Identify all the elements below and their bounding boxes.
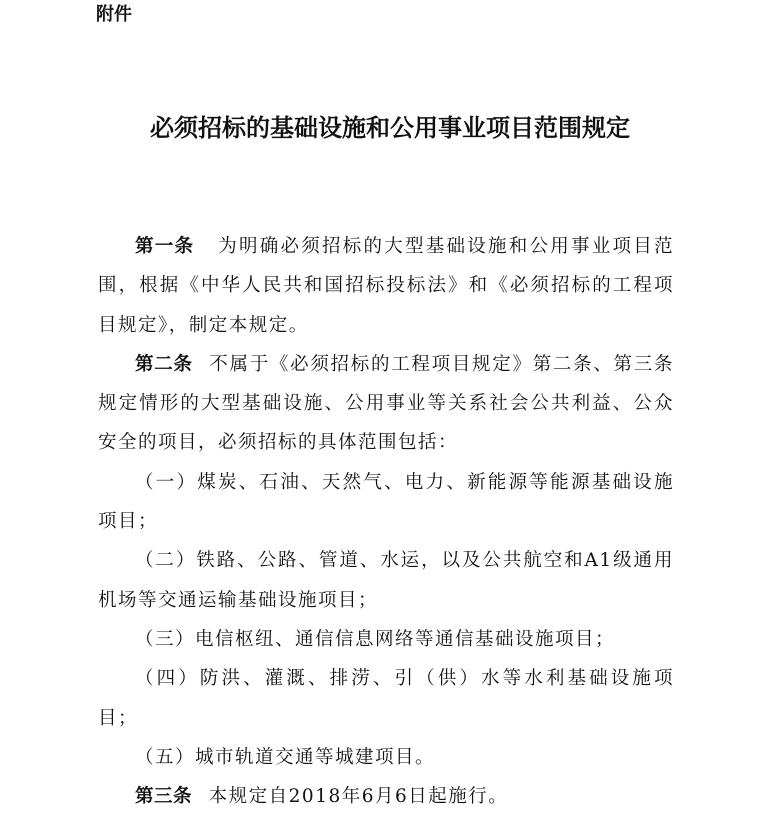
list-item-5: （五）城市轨道交通等城建项目。: [135, 746, 436, 768]
article-1-label: 第一条: [135, 236, 195, 257]
article-2-label: 第二条: [135, 353, 193, 375]
article-3-text: 本规定自2018年6月6日起施行。: [208, 786, 509, 808]
document-body: [98, 227, 674, 816]
article-2-text: 不属于《必须招标的工程项目规定》第二条、第三条规定情形的大型基础设施、公用事业等关系社会公共利益、公众安全的项目，必须招标的具体范围包括：: [98, 353, 674, 454]
list-item-2: （二）铁路、公路、管道、水运，以及公共航空和A1级通用机场等交通运输基础设施项目；: [98, 550, 674, 611]
list-item-4: （四）防洪、灌溉、排涝、引（供）水等水利基础设施项目；: [98, 668, 674, 729]
article-3-label: 第三条: [135, 786, 193, 808]
list-item-3: （三）电信枢纽、通信信息网络等通信基础设施项目；: [135, 628, 616, 650]
document-title: 必须招标的基础设施和公用事业项目范围规定: [150, 114, 630, 142]
article-3: [98, 777, 674, 816]
list-item-1: （一）煤炭、石油、天然气、电力、新能源等能源基础设施项目；: [98, 471, 674, 533]
article-1: [98, 227, 674, 345]
attachment-label: 附件: [96, 4, 132, 25]
article-1-text: 为明确必须招标的大型基础设施和公用事业项目范围，根据《中华人民共和国招标投标法》和《必须招标的工程项目规定》，制定本规定。: [98, 236, 674, 336]
article-2: [98, 345, 674, 463]
